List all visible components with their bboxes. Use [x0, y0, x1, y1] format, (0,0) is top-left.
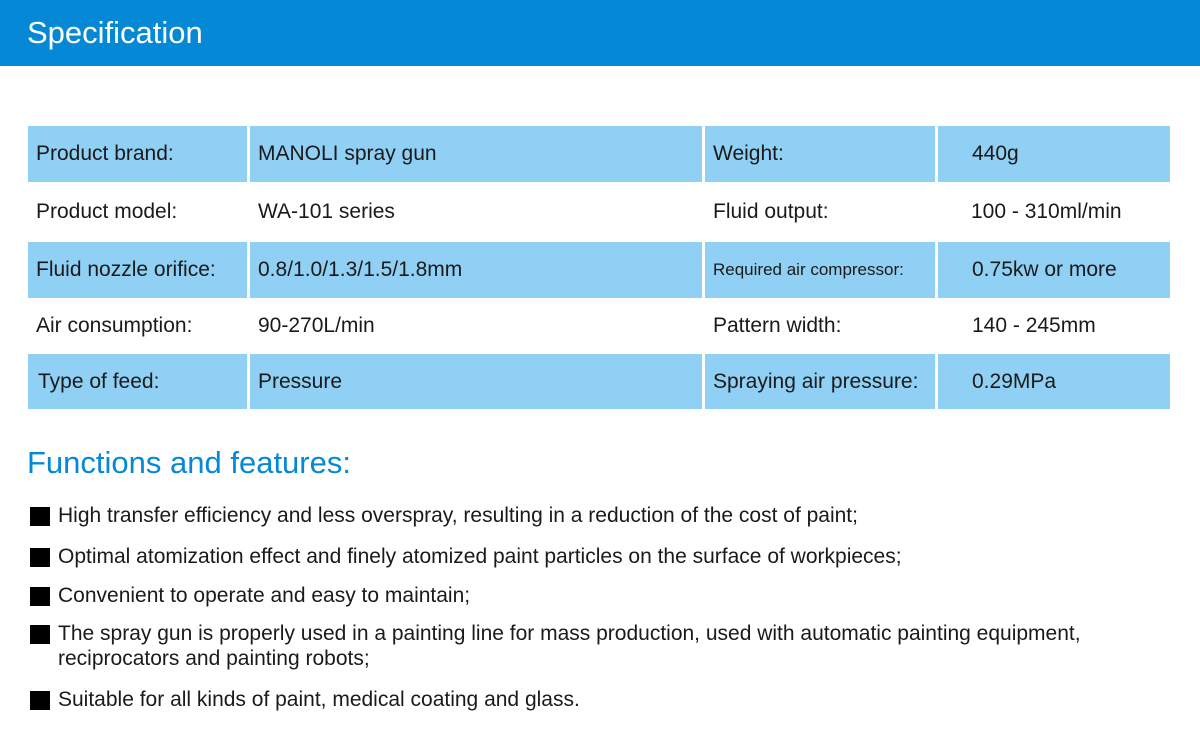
spec-value: 100 - 310ml/min [971, 200, 1122, 223]
spec-row [28, 242, 1170, 298]
spec-table [28, 126, 1170, 409]
spec-value: 440g [938, 126, 1170, 182]
spec-value: 0.8/1.0/1.3/1.5/1.8mm [250, 242, 702, 298]
spec-label: Air consumption: [36, 314, 193, 337]
spec-value: 0.29MPa [938, 354, 1170, 409]
specification-header [0, 0, 1200, 66]
spec-value: Pressure [250, 354, 702, 409]
feature-text: Convenient to operate and easy to maintain; [58, 584, 471, 607]
spec-label: Product brand: [28, 126, 247, 182]
feature-item [30, 503, 1180, 528]
spec-row [28, 126, 1170, 182]
spec-label: Fluid output: [713, 200, 829, 223]
spec-value: MANOLI spray gun [250, 126, 702, 182]
feature-text: Suitable for all kinds of paint, medical coating and glass. [58, 688, 580, 711]
spec-value: 0.75kw or more [938, 242, 1170, 298]
spec-value: 90-270L/min [258, 314, 375, 337]
spec-label: Required air compressor: [705, 242, 935, 298]
page-title: Specification [27, 15, 203, 50]
square-bullet-icon [30, 691, 50, 710]
square-bullet-icon [30, 507, 50, 526]
spec-value: 140 - 245mm [972, 314, 1096, 337]
spec-label: Pattern width: [713, 314, 842, 337]
feature-text: High transfer efficiency and less overspray, resulting in a reduction of the cost of paint; [58, 504, 858, 527]
feature-text: Optimal atomization effect and finely atomized paint particles on the surface of workpieces; [58, 545, 902, 568]
square-bullet-icon [30, 548, 50, 567]
feature-item [30, 687, 1180, 712]
spec-row [28, 354, 1170, 409]
feature-item [30, 544, 1180, 569]
spec-row [28, 298, 1170, 354]
square-bullet-icon [30, 587, 50, 606]
spec-label: Weight: [705, 126, 935, 182]
spec-value: WA-101 series [258, 200, 395, 223]
spec-label: Fluid nozzle orifice: [28, 242, 247, 298]
feature-item [30, 583, 1180, 608]
feature-text: The spray gun is properly used in a painting line for mass production, used with automatic painting equipment, reciprocators and painting robots; [58, 622, 1081, 670]
spec-label: Product model: [36, 200, 178, 223]
feature-item [30, 621, 1180, 671]
features-title: Functions and features: [27, 445, 351, 480]
spec-label: Type of feed: [28, 354, 247, 409]
square-bullet-icon [30, 625, 50, 644]
spec-row [28, 182, 1170, 242]
spec-label: Spraying air pressure: [705, 354, 935, 409]
